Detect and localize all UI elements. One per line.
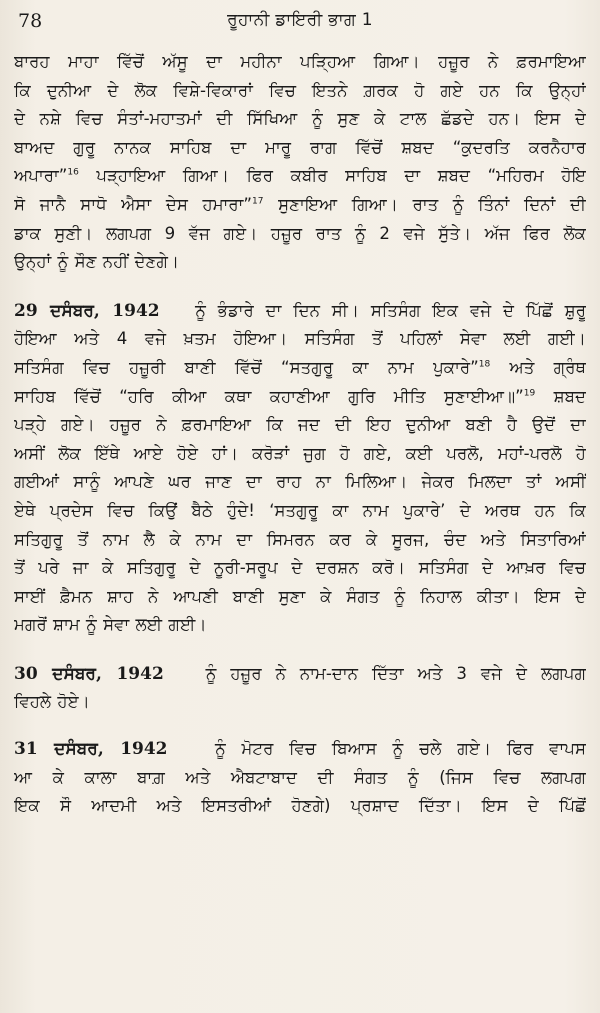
text-segment: ਅਤੇ ਗ੍ਰੰਥ (509, 357, 586, 377)
text-line: ਬਾਅਦ ਗੁਰੂ ਨਾਨਕ ਸਾਹਿਬ ਦਾ ਮਾਰੂ ਰਾਗ ਵਿੱਚੋਂ ਸ਼ਬਦ “ਕੁਦਰਤਿ ਕਰਨੈਹਾਰ (14, 137, 586, 157)
footnote-marker: 17 (252, 196, 264, 207)
text-line: ਕਿ ਦੁਨੀਆ ਦੇ ਲੋਕ ਵਿਸ਼ੇ-ਵਿਕਾਰਾਂ ਵਿਚ ਇਤਨੇ ਗ਼ਰਕ ਹੋ ਗਏ ਹਨ ਕਿ ਉਨ੍ਹਾਂ (14, 80, 586, 100)
text-line: ਇਕ ਸੌ ਆਦਮੀ ਅਤੇ ਇਸਤਰੀਆਂ ਹੋਣਗੇ) ਪ੍ਰਸ਼ਾਦ ਦਿੱਤਾ। ਇਸ ਦੇ ਪਿੱਛੋਂ (14, 796, 586, 816)
text-line: ਦੇ ਨਸ਼ੇ ਵਿਚ ਸੰਤਾਂ-ਮਹਾਤਮਾਂ ਦੀ ਸਿੱਖਿਆ ਨੂੰ ਸੁਣ ਕੇ ਟਾਲ ਛੱਡਦੇ ਹਨ। ਇਸ ਦੇ (14, 109, 586, 129)
entry-date: 30 ਦਸੰਬਰ, 1942 (14, 663, 164, 684)
entry-first-line (14, 735, 586, 764)
paragraph-gap (14, 640, 586, 660)
text-line: ਪੜ੍ਹੇ ਗਏ। ਹਜ਼ੂਰ ਨੇ ਫ਼ਰਮਾਇਆ ਕਿ ਜਦ ਦੀ ਇਹ ਦੁਨੀਆ ਬਣੀ ਹੈ ਉਦੋਂ ਦਾ (14, 415, 586, 435)
text-line: ਬਾਰਹ ਮਾਹਾ ਵਿੱਚੋਂ ਅੱਸੂ ਦਾ ਮਹੀਨਾ ਪੜ੍ਹਿਆ ਗਿਆ। ਹਜ਼ੂਰ ਨੇ ਫ਼ਰਮਾਇਆ (14, 52, 586, 71)
entry-date: 31 ਦਸੰਬਰ, 1942 (14, 739, 168, 760)
text-line: ਮਗਰੋਂ ਸ਼ਾਮ ਨੂੰ ਸੇਵਾ ਲਈ ਗਈ। (14, 615, 207, 635)
footnote-marker: 19 (523, 388, 536, 398)
text-line (14, 162, 586, 191)
text-line: ਡਾਕ ਸੁਣੀ। ਲਗਪਗ 9 ਵੱਜ ਗਏ। ਹਜ਼ੂਰ ਰਾਤ ਨੂੰ 2 ਵਜੇ ਸੁੱਤੇ। ਅੱਜ ਫਿਰ ਲੋਕ (14, 223, 586, 243)
body-text (14, 48, 586, 821)
entry-date: 29 ਦਸੰਬਰ, 1942 (14, 300, 160, 321)
paragraph-gap (14, 277, 586, 297)
entry-first-line (14, 297, 586, 326)
text-segment: ਪੜ੍ਹਾਇਆ ਗਿਆ। ਫਿਰ ਕਬੀਰ ਸਾਹਿਬ ਦਾ ਸ਼ਬਦ “ਮਹਿਰਮ ਹੋਇ (96, 166, 586, 186)
text-line: ਆ ਕੇ ਕਾਲਾ ਬਾਗ਼ ਅਤੇ ਐਬਟਾਬਾਦ ਦੀ ਸੰਗਤ ਨੂੰ (ਜਿਸ ਵਿਚ ਲਗਪਗ (14, 767, 586, 787)
quote-end: ਸੋ ਜਾਨੈ ਸਾਧੋ ਐਸਾ ਦੇਸ ਹਮਾਰਾ” (14, 194, 252, 214)
text-segment: ਨੂੰ ਮੋਟਰ ਵਿਚ ਬਿਆਸ ਨੂੰ ਚਲੇ ਗਏ। ਫਿਰ ਵਾਪਸ (214, 739, 586, 759)
text-segment: ਨੂੰ ਹਜ਼ੂਰ ਨੇ ਨਾਮ-ਦਾਨ ਦਿੱਤਾ ਅਤੇ 3 ਵਜੇ ਦੇ ਲਗਪਗ (205, 663, 586, 683)
page-number: 78 (18, 10, 43, 32)
text-segment: ਸੁਣਾਇਆ ਗਿਆ। ਰਾਤ ਨੂੰ ਤਿੰਨਾਂ ਦਿਨਾਂ ਦੀ (278, 194, 586, 214)
quote-end: ਅਪਾਰਾ” (14, 166, 68, 186)
text-segment: ਸਤਿਸੰਗ ਵਿਚ ਹਜ਼ੂਰੀ ਬਾਣੀ ਵਿੱਚੋਂ “ਸਤਗੁਰੂ ਕਾ ਨਾਮ ਪੁਕਾਰੇ” (14, 357, 479, 377)
text-line: ਤੋਂ ਪਰੇ ਜਾ ਕੇ ਸਤਿਗੁਰੂ ਦੇ ਨੂਰੀ-ਸਰੂਪ ਦੇ ਦਰਸ਼ਨ ਕਰੋ। ਸਤਿਸੰਗ ਦੇ ਆਖ਼ਰ ਵਿਚ (14, 558, 586, 578)
text-line: ਅਸੀਂ ਲੋਕ ਇੱਥੇ ਆਏ ਹੋਏ ਹਾਂ। ਕਰੋੜਾਂ ਜੁਗ ਹੋ ਗਏ, ਕਈ ਪਰਲੋ, ਮਹਾਂ-ਪਰਲੋ ਹੋ (14, 443, 586, 463)
entry-first-line (14, 660, 586, 689)
text-line: ਸਾਈਂ ਫ਼ੈਮਨ ਸ਼ਾਹ ਨੇ ਆਪਣੀ ਬਾਣੀ ਸੁਣਾ ਕੇ ਸੰਗਤ ਨੂੰ ਨਿਹਾਲ ਕੀਤਾ। ਇਸ ਦੇ (14, 586, 586, 606)
text-line: ਵਿਹਲੇ ਹੋਏ। (14, 692, 90, 712)
paragraph-gap (14, 717, 586, 735)
text-line (14, 191, 586, 220)
text-line: ਸਤਿਗੁਰੂ ਤੋਂ ਨਾਮ ਲੈ ਕੇ ਨਾਮ ਦਾ ਸਿਮਰਨ ਕਰ ਕੇ ਸੂਰਜ, ਚੰਦ ਅਤੇ ਸਿਤਾਰਿਆਂ (14, 529, 586, 549)
text-line (14, 383, 586, 412)
footnote-marker: 18 (478, 359, 491, 370)
text-line: ਉਨ੍ਹਾਂ ਨੂੰ ਸੌਣ ਨਹੀਂ ਦੇਣਗੇ। (14, 252, 180, 272)
page-header (18, 8, 582, 38)
text-line: ਹੋਇਆ ਅਤੇ 4 ਵਜੇ ਖ਼ਤਮ ਹੋਇਆ। ਸਤਿਸੰਗ ਤੋਂ ਪਹਿਲਾਂ ਸੇਵਾ ਲਈ ਗਈ। (14, 329, 586, 349)
text-line: ਏਥੇ ਪ੍ਰਦੇਸ ਵਿਚ ਕਿਉਂ ਬੈਠੇ ਹੁੰਦੇ! ‘ਸਤਗੁਰੂ ਕਾ ਨਾਮ ਪੁਕਾਰੇ’ ਦੇ ਅਰਥ ਹਨ ਕਿ (14, 500, 586, 520)
footnote-marker: 16 (67, 167, 79, 178)
text-line: ਗਈਆਂ ਸਾਨੂੰ ਆਪਣੇ ਘਰ ਜਾਣ ਦਾ ਰਾਹ ਨਾ ਮਿਲਿਆ। ਜੇਕਰ ਮਿਲਦਾ ਤਾਂ ਅਸੀਂ (14, 472, 586, 492)
running-title: ਰੂਹਾਨੀ ਡਾਇਰੀ ਭਾਗ 1 (227, 10, 373, 30)
text-segment: ਸ਼ਬਦ (553, 386, 586, 406)
text-line (14, 354, 586, 383)
text-segment: ਸਾਹਿਬ ਵਿੱਚੋਂ “ਹਰਿ ਕੀਆ ਕਥਾ ਕਹਾਣੀਆ ਗੁਰਿ ਮੀਤਿ ਸੁਣਾਈਆ॥” (14, 386, 524, 406)
text-segment: ਨੂੰ ਭੰਡਾਰੇ ਦਾ ਦਿਨ ਸੀ। ਸਤਿਸੰਗ ਇਕ ਵਜੇ ਦੇ ਪਿੱਛੋਂ ਸ਼ੁਰੂ (195, 300, 586, 320)
